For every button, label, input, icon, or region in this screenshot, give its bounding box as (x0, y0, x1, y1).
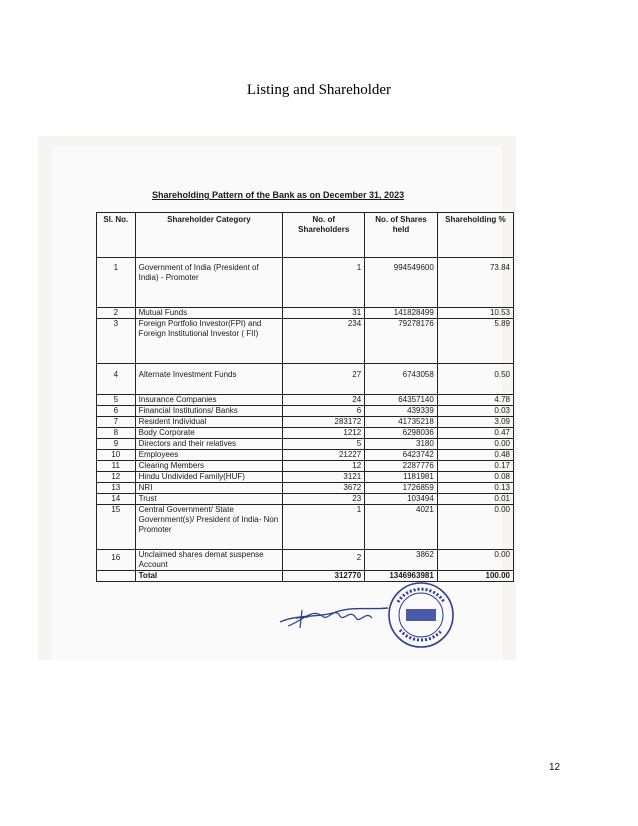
row-sl: 2 (97, 308, 136, 319)
col-header-shareholders: No. of Shareholders (283, 213, 365, 258)
table-row (97, 550, 514, 571)
col-header-shareholding-percent: Shareholding % (437, 213, 513, 258)
row-percent: 10.53 (437, 308, 513, 319)
row-shareholders: 1 (283, 505, 365, 550)
table-row (97, 428, 514, 439)
table-row (97, 439, 514, 450)
row-shares: 3862 (365, 550, 438, 571)
row-shares: 4021 (365, 505, 438, 550)
row-shares: 103494 (365, 494, 438, 505)
row-shares: 6743058 (365, 364, 438, 395)
table-row (97, 472, 514, 483)
total-shares: 1346963981 (365, 571, 438, 582)
row-category: Alternate Investment Funds (135, 364, 283, 395)
row-shares: 79278176 (365, 319, 438, 364)
table-header-row (97, 213, 514, 258)
row-shares: 141828499 (365, 308, 438, 319)
row-sl: 3 (97, 319, 136, 364)
table-row (97, 395, 514, 406)
row-percent: 0.08 (437, 472, 513, 483)
row-sl: 10 (97, 450, 136, 461)
table-row (97, 258, 514, 308)
table-row (97, 308, 514, 319)
col-header-shares-held: No. of Shares held (365, 213, 438, 258)
row-percent: 0.17 (437, 461, 513, 472)
row-category: Government of India (President of India) - Promoter (135, 258, 283, 308)
row-category: Trust (135, 494, 283, 505)
table-row (97, 483, 514, 494)
row-shareholders: 21227 (283, 450, 365, 461)
row-sl: 15 (97, 505, 136, 550)
row-shareholders: 12 (283, 461, 365, 472)
table-row (97, 461, 514, 472)
row-category: Unclaimed shares demat suspense Account (135, 550, 283, 571)
scanned-sheet (52, 146, 510, 660)
row-shareholders: 283172 (283, 417, 365, 428)
row-percent: 0.00 (437, 505, 513, 550)
row-sl: 9 (97, 439, 136, 450)
row-category: Financial Institutions/ Banks (135, 406, 283, 417)
col-header-sl-no: Sl. No. (97, 213, 136, 258)
row-percent: 0.48 (437, 450, 513, 461)
row-shares: 439339 (365, 406, 438, 417)
table-row (97, 406, 514, 417)
row-category: Mutual Funds (135, 308, 283, 319)
row-shareholders: 3672 (283, 483, 365, 494)
table-row (97, 364, 514, 395)
row-shares: 2287776 (365, 461, 438, 472)
total-sl (97, 571, 136, 582)
page-heading: Listing and Shareholder (246, 82, 392, 98)
row-sl: 4 (97, 364, 136, 395)
row-shareholders: 5 (283, 439, 365, 450)
row-category: Resident Individual (135, 417, 283, 428)
row-shares: 3180 (365, 439, 438, 450)
row-shareholders: 234 (283, 319, 365, 364)
row-percent: 73.84 (437, 258, 513, 308)
row-shareholders: 24 (283, 395, 365, 406)
total-shareholders: 312770 (283, 571, 365, 582)
row-shares: 6298036 (365, 428, 438, 439)
table-row (97, 505, 514, 550)
row-category: Hindu Undivided Family(HUF) (135, 472, 283, 483)
row-shares: 41735218 (365, 417, 438, 428)
row-category: Foreign Portfolio Investor(FPI) and Foreign Institutional Investor ( FII) (135, 319, 283, 364)
row-sl: 1 (97, 258, 136, 308)
row-shareholders: 1212 (283, 428, 365, 439)
col-header-category: Shareholder Category (135, 213, 283, 258)
row-percent: 0.00 (437, 439, 513, 450)
shareholding-table (96, 212, 514, 582)
company-seal-icon (386, 580, 456, 650)
row-sl: 13 (97, 483, 136, 494)
row-shares: 994549600 (365, 258, 438, 308)
total-label: Total (135, 571, 283, 582)
row-percent: 0.50 (437, 364, 513, 395)
row-category: Insurance Companies (135, 395, 283, 406)
row-percent: 0.01 (437, 494, 513, 505)
row-shares: 6423742 (365, 450, 438, 461)
row-shareholders: 27 (283, 364, 365, 395)
table-row (97, 450, 514, 461)
row-shares: 1726859 (365, 483, 438, 494)
row-category: Directors and their relatives (135, 439, 283, 450)
row-percent: 3.09 (437, 417, 513, 428)
row-shares: 64357140 (365, 395, 438, 406)
row-shareholders: 6 (283, 406, 365, 417)
row-percent: 5.89 (437, 319, 513, 364)
scanned-document (38, 136, 516, 660)
row-sl: 6 (97, 406, 136, 417)
table-row (97, 417, 514, 428)
table-row (97, 494, 514, 505)
row-shares: 1181981 (365, 472, 438, 483)
row-percent: 4.78 (437, 395, 513, 406)
row-percent: 0.47 (437, 428, 513, 439)
page-number: 12 (549, 762, 561, 773)
row-percent: 0.03 (437, 406, 513, 417)
row-shareholders: 3121 (283, 472, 365, 483)
row-sl: 7 (97, 417, 136, 428)
signature-icon (278, 600, 392, 634)
row-sl: 8 (97, 428, 136, 439)
row-percent: 0.00 (437, 550, 513, 571)
row-shareholders: 31 (283, 308, 365, 319)
row-category: Central Government/ State Government(s)/ President of India- Non Promoter (135, 505, 283, 550)
row-sl: 11 (97, 461, 136, 472)
row-sl: 16 (97, 550, 136, 571)
row-sl: 12 (97, 472, 136, 483)
row-category: Employees (135, 450, 283, 461)
row-category: Body Corporate (135, 428, 283, 439)
row-shareholders: 23 (283, 494, 365, 505)
row-category: Clearing Members (135, 461, 283, 472)
table-row (97, 319, 514, 364)
row-category: NRI (135, 483, 283, 494)
table-title: Shareholding Pattern of the Bank as on December 31, 2023 (152, 190, 405, 200)
row-percent: 0.13 (437, 483, 513, 494)
row-sl: 14 (97, 494, 136, 505)
row-shareholders: 1 (283, 258, 365, 308)
row-shareholders: 2 (283, 550, 365, 571)
row-sl: 5 (97, 395, 136, 406)
total-percent: 100.00 (437, 571, 513, 582)
